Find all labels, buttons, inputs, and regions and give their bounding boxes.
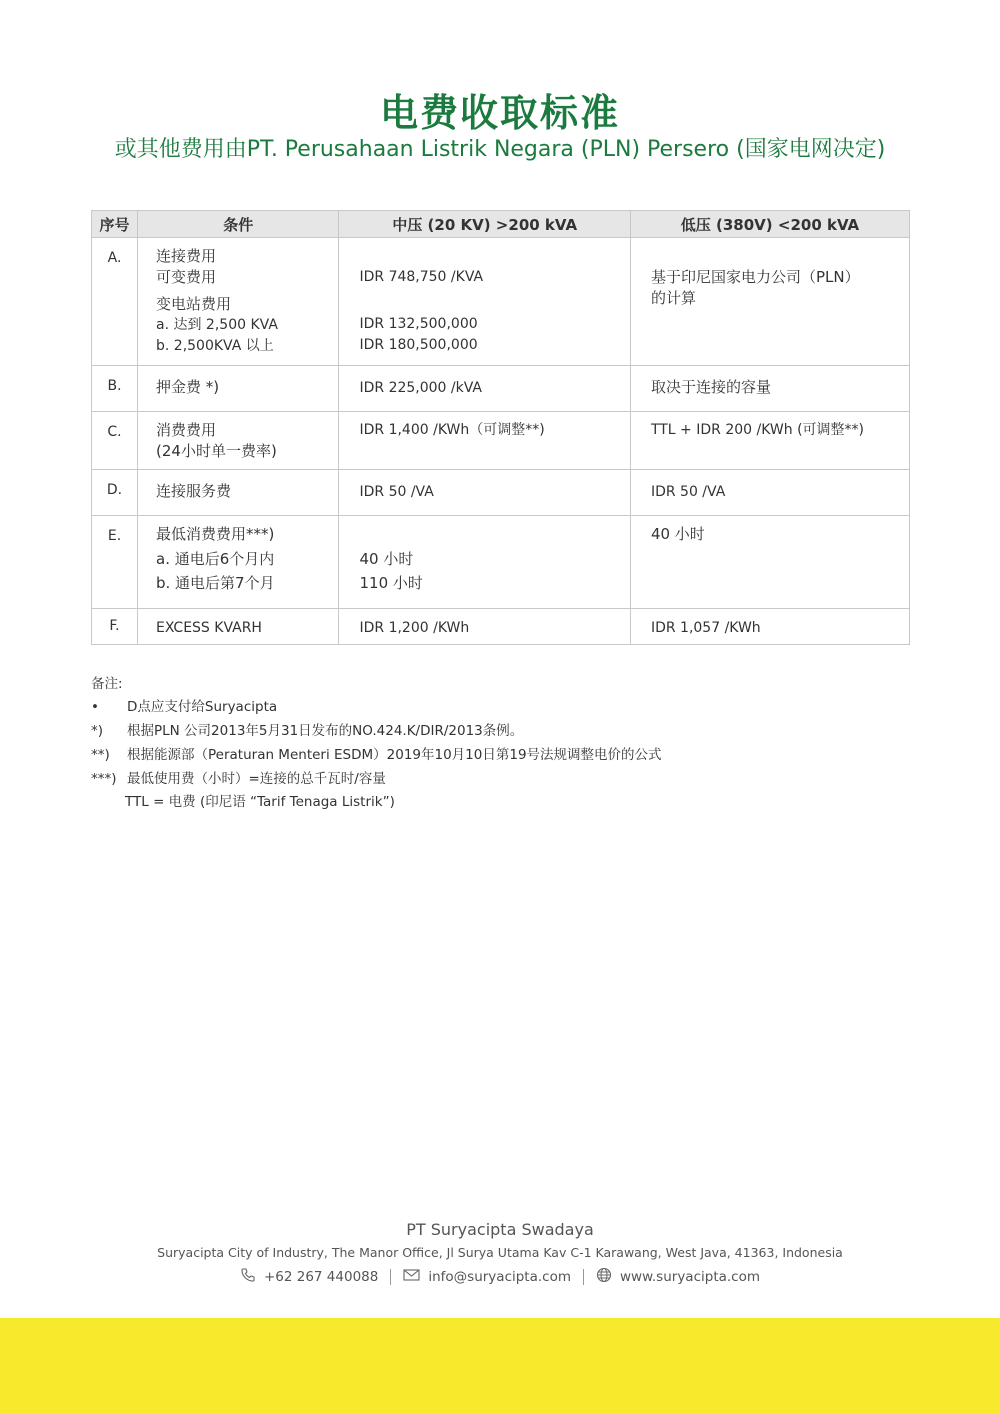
row-f-no: F. [92, 609, 138, 645]
footer-contacts [0, 1267, 1000, 1287]
table-header-row [92, 211, 910, 238]
contact-email[interactable] [403, 1268, 571, 1286]
note-text: 根据PLN 公司2013年5月31日发布的NO.424.K/DIR/2013条例。 [127, 723, 524, 739]
note-text: 根据能源部（Peraturan Menteri ESDM）2019年10月10日第19号法规调整电价的公式 [127, 747, 662, 763]
note-marker: ***) [91, 771, 117, 787]
header-condition: 条件 [138, 211, 339, 238]
row-e-no: E. [92, 516, 138, 609]
row-f-medium: IDR 1,200 /KWh [339, 609, 630, 645]
row-d-medium: IDR 50 /VA [339, 470, 630, 516]
table-row-c [92, 412, 910, 470]
note-text: D点应支付给Suryacipta [127, 699, 278, 715]
row-a-no: A. [92, 238, 138, 366]
table-row-a [92, 238, 910, 366]
note-marker: **) [91, 747, 110, 763]
row-d-no: D. [92, 470, 138, 516]
website-url: www.suryacipta.com [620, 1269, 761, 1285]
row-b-no: B. [92, 366, 138, 412]
row-e-condition: 最低消费费用***) a. 通电后6个月内 b. 通电后第7个月 [138, 516, 339, 609]
note-item [91, 767, 911, 791]
table-row-f [92, 609, 910, 645]
phone-number: +62 267 440088 [263, 1269, 379, 1285]
row-f-low: IDR 1,057 /KWh [630, 609, 909, 645]
ttl-definition: TTL = 电费 (印尼语 “Tarif Tenaga Listrik”) [125, 794, 395, 810]
phone-icon [240, 1267, 256, 1287]
notes-heading: 备注: [91, 676, 123, 692]
header-low-voltage: 低压 (380V) <200 kVA [630, 211, 909, 238]
note-marker: *) [91, 723, 104, 739]
footer-address: Suryacipta City of Industry, The Manor Office, Jl Surya Utama Kav C-1 Karawang, West Java, 41363, Indonesia [157, 1245, 843, 1260]
table-row-d [92, 470, 910, 516]
row-c-no: C. [92, 412, 138, 470]
contact-phone[interactable] [240, 1267, 378, 1287]
row-b-low: 取决于连接的容量 [630, 366, 909, 412]
note-item [91, 719, 911, 743]
row-a-low: 基于印尼国家电力公司（PLN） 的计算 [630, 238, 909, 366]
table-row-e [92, 516, 910, 609]
bullet-marker: • [91, 699, 99, 715]
contact-divider [390, 1269, 391, 1285]
row-e-low: 40 小时 [630, 516, 909, 609]
page-title: 电费收取标准 [379, 91, 620, 135]
row-d-condition: 连接服务费 [138, 470, 339, 516]
note-text: 最低使用费（小时）=连接的总千瓦时/容量 [127, 771, 386, 787]
note-item [91, 743, 911, 767]
table-row-b [92, 366, 910, 412]
row-c-condition: 消费费用 (24小时单一费率) [138, 412, 339, 470]
row-c-low: TTL + IDR 200 /KWh (可调整**) [630, 412, 909, 470]
page-subtitle: 或其他费用由PT. Perusahaan Listrik Negara (PLN) Persero (国家电网决定) [114, 137, 886, 162]
header-no: 序号 [92, 211, 138, 238]
globe-icon [596, 1267, 612, 1287]
email-address: info@suryacipta.com [428, 1269, 571, 1285]
header-medium-voltage: 中压 (20 KV) >200 kVA [339, 211, 630, 238]
tariff-table [91, 210, 910, 645]
footer-yellow-band [0, 1318, 1000, 1414]
row-d-low: IDR 50 /VA [630, 470, 909, 516]
notes-section [91, 673, 911, 813]
footer-company: PT Suryacipta Swadaya [406, 1220, 594, 1239]
mail-icon [403, 1268, 420, 1286]
row-b-condition: 押金费 *) [138, 366, 339, 412]
contact-divider [583, 1269, 584, 1285]
contact-website[interactable] [596, 1267, 760, 1287]
row-f-condition: EXCESS KVARH [138, 609, 339, 645]
row-a-medium: IDR 748,750 /KVA IDR 132,500,000 IDR 180,500,000 [339, 238, 630, 366]
row-b-medium: IDR 225,000 /kVA [339, 366, 630, 412]
row-a-condition: 连接费用 可变费用 变电站费用 a. 达到 2,500 KVA b. 2,500KVA 以上 [138, 238, 339, 366]
row-e-medium: 40 小时 110 小时 [339, 516, 630, 609]
note-item [91, 695, 911, 719]
row-c-medium: IDR 1,400 /KWh（可调整**) [339, 412, 630, 470]
